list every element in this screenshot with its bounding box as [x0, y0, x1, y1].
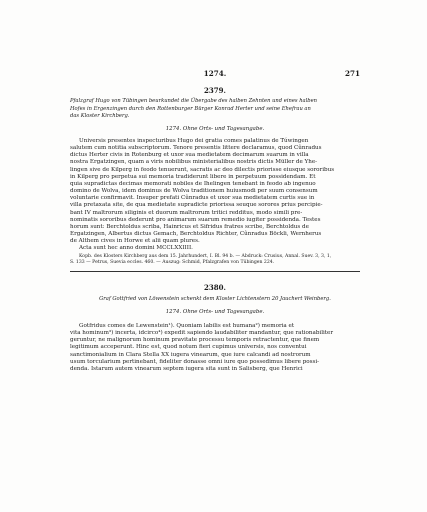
text-line: Gotfridus comes de Lewenstein¹). Quoniam labilis est humana²) memoria et — [79, 323, 295, 329]
charter-2379-number — [70, 86, 360, 95]
text-line: bant IV maltrorum siliginis et duorum maltrorum tritici redditus, modo simili pre- — [70, 209, 303, 216]
charter-number: 2379. — [204, 86, 226, 95]
charter-2379-regest — [70, 98, 360, 121]
charter-date: 1274. Ohne Orts- und Tagesangabe. — [165, 309, 265, 315]
charter-2380-text — [70, 323, 360, 373]
header-year: 1274. — [203, 69, 227, 78]
text-line: lingen sive de Kilperg in feodo tenuerunt, sacratis ac deo dilectis priorisse eiusque sororibus — [70, 166, 335, 173]
acta-line: Acta sunt hec anno domini MCCLXXIIII. — [79, 245, 193, 252]
regest-line: das Kloster Kirchberg. — [70, 113, 130, 120]
charter-2380-number — [70, 283, 360, 292]
text-line: salutem cum notitia subscriptorum. Tenore presentis littere declaramus, quod Cûnradus — [70, 145, 322, 152]
charter-2379-text — [70, 138, 360, 253]
text-line: dictus Herter civis in Rotenburg et uxor sua medietatem decimarum suarum in villa — [70, 152, 309, 159]
source-note: Kopb. des Klosters Kirchberg aus dem 15. Jahrhundert, I. Bl. 94 b. — Abdruck: Crusius, Annal. Suev. 3, 3, 1, — [79, 254, 332, 259]
text-line: horum sunt: Berchtoldus scriba, Hainricus et Sifridus fratres scribe, Berchtoldus de — [70, 223, 309, 230]
text-line: nominatis sororibus dederunt pro animarum suarum remedio iugiter possidenda. Testes — [70, 216, 321, 223]
regest-line: Hofes in Ergenzingen durch den Rottenburger Bürger Konrad Herter und seine Ehefrau an — [70, 105, 311, 112]
text-line: sanctimonialium in Clara Stella XX iugera vinearum, que iure calcandi ad nostrorum — [70, 351, 311, 358]
text-line: de Althem cives in Horwe et alii quam plures. — [70, 238, 200, 245]
text-line: legitimum acceperunt. Hinc est, quod notum fieri cupimus universis, nos conventui — [70, 344, 307, 351]
page-number: 271 — [344, 69, 360, 78]
text-line: geruntur, ne malignorum hominum pravitate processu temporis retractentur, que finem — [70, 337, 320, 344]
text-line: villa pretaxata site, de qua medietate supradicte priorissa seuque sorores prius percipie- — [70, 202, 323, 209]
source-note: S. 133 — Petrus, Suevia eccles. 460. — Auszug: Schmid, Pfalzgrafen von Tübingen 224. — [70, 260, 275, 266]
charter-2380-regest — [70, 296, 360, 304]
text-line: voluntarie confirmavit. Insuper prefati Cûnradus et uxor sua medietatem curtis sue in — [70, 195, 315, 202]
charter-number: 2380. — [204, 283, 226, 292]
regest-line: Graf Gottfried von Löwenstein schenkt dem Kloster Lichtenstern 20 Jauchert Weinberg. — [99, 296, 331, 302]
text-line: Universis presentes inspecturibus Hugo dei gratia comes palatinus de Túwingen — [79, 138, 309, 144]
charter-2379-date — [70, 126, 360, 132]
text-line: nostra Ergatzingen, quam a viris nobilibus ministerialibus nostris dictis Müller de Yhe- — [70, 159, 318, 166]
text-line: usum torcularium pertinebant, fideliter donasse omni iure quo possedimus libere possi- — [70, 358, 320, 365]
text-line: vita hominum³) incerta, idcirco⁴) expedit sapiendo laudabiliter mandantur, que rationabiliter — [70, 330, 333, 337]
charter-date: 1274. Ohne Orts- und Tagesangabe. — [165, 126, 265, 132]
text-line: domino de Wolva, idem dominus de Wolva traditionem huiusmodi per suum consensum — [70, 188, 318, 195]
regest-line: Pfalzgraf Hugo von Tübingen beurkundet die Übergabe des halben Zehnten und eines halben — [70, 98, 318, 104]
charter-2380-date — [70, 309, 360, 315]
text-line: denda. Istarum autem vinearum septem iugera sita sunt in Salisberg, que Henrici — [70, 365, 303, 372]
text-line: quia supradictas decimas memorati nobiles de Ihelingen tenebant in feodo ab ingenuo — [70, 180, 316, 187]
charter-2379-notes — [70, 254, 360, 267]
text-line: Ergatzingen, Albertus dictus Gemach, Berchtoldus Richter, Cûnradus Böckli, Wernherus — [70, 231, 322, 238]
separator-rule — [70, 271, 360, 272]
text-line: in Kilperg pro perpetua sui memoria tradiderunt libere in perpetuum possidendam. Et — [70, 173, 316, 180]
running-header — [70, 69, 360, 81]
